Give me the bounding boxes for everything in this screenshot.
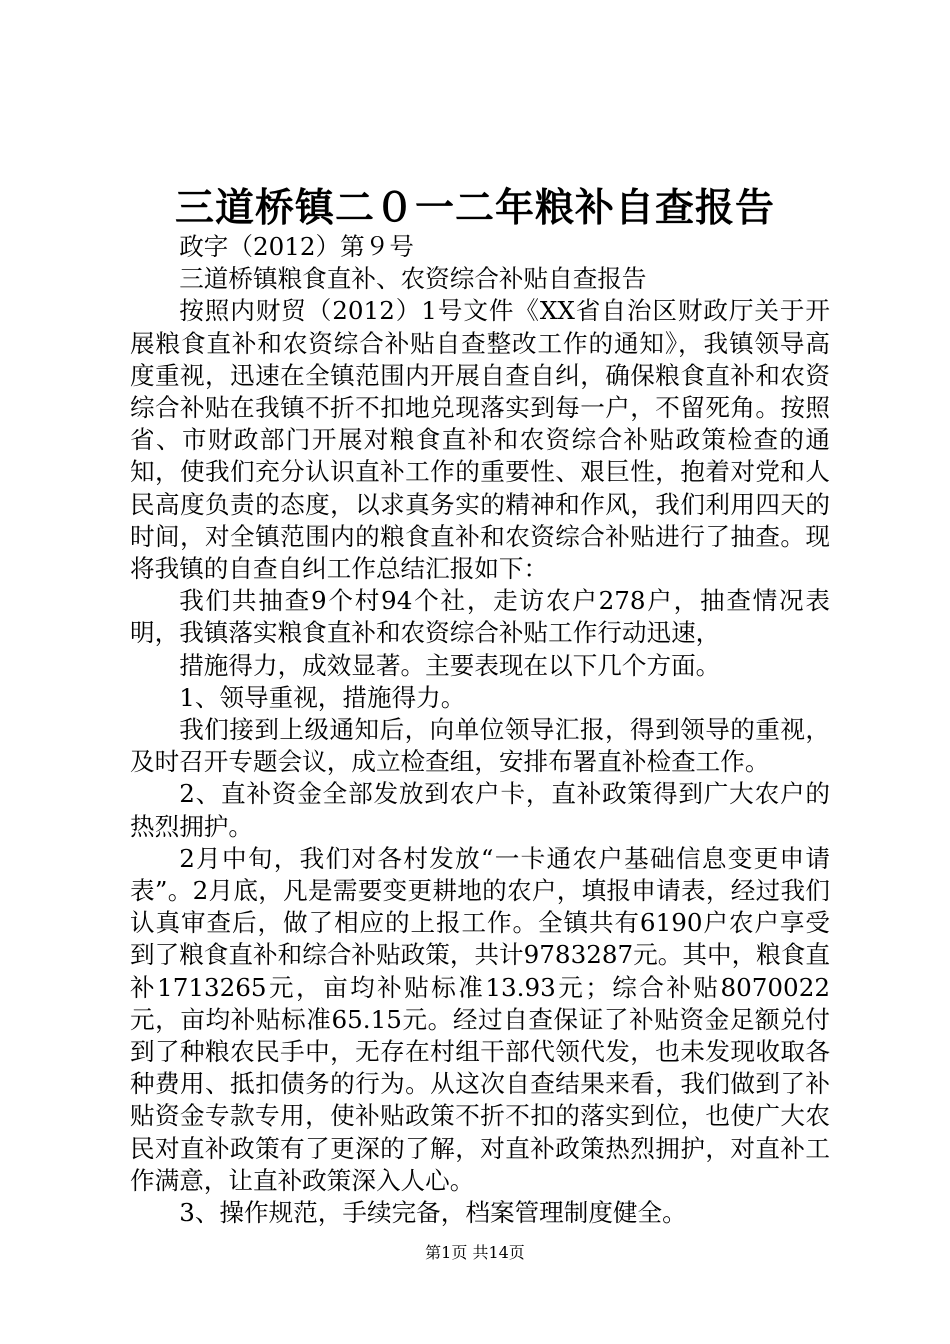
section-heading-2: 2、直补资金全部发放到农户卡，直补政策得到广大农户的热烈拥护。 [130,779,830,841]
paragraph-intro: 按照内财贸（2012）1号文件《XX省自治区财政厅关于开展粮食直补和农资综合补贴自查整改工作的通知》，我镇领导高度重视，迅速在全镇范围内开展自查自纠，确保粮食直补和农资综合补贴在我镇不折不扣地兑现落实到每一户，不留死角。按照省、市财政部门开展对粮食直补和农资综合补贴政策检查的通知，使我们充分认识直补工作的重要性、艰巨性，抱着对党和人民高度负责的态度，以求真务实的精神和作风，我们利用四天的时间，对全镇范围内的粮食直补和农资综合补贴进行了抽查。现将我镇的自查自纠工作总结汇报如下： [130,296,830,584]
doc-number: 政字（2012）第９号 [179,232,414,261]
paragraph-survey: 我们共抽查9个村94个社，走访农户278户，抽查情况表明，我镇落实粮食直补和农资综合补贴工作行动迅速， [130,586,830,648]
document-body [130,231,830,1229]
document-title: 三道桥镇二０一二年粮补自查报告 [174,185,775,231]
section-heading-3: 3、操作规范，手续完备，档案管理制度健全。 [179,1198,687,1228]
paragraph-survey-cont: 措施得力，成效显著。主要表现在以下几个方面。 [179,650,721,680]
section-heading-1: 1、领导重视，措施得力。 [179,682,466,712]
paragraph-section-1: 我们接到上级通知后，向单位领导汇报，得到领导的重视，及时召开专题会议，成立检查组，安排布署直补检查工作。 [130,715,830,777]
page-footer: 第1页 共14页 [425,1243,525,1262]
paragraph-section-2: 2月中旬，我们对各村发放“一卡通农户基础信息变更申请表”。2月底，凡是需要变更耕地的农户，填报申请表，经过我们认真审查后，做了相应的上报工作。全镇共有6190户农户享受到了粮食直补和综合补贴政策，共计9783287元。其中，粮食直补1713265元，亩均补贴标准13.93元；综合补贴8070022元，亩均补贴标准65.15元。经过自查保证了补贴资金足额兑付到了种粮农民手中，无存在村组干部代领代发，也未发现收取各种费用、抵扣债务的行为。从这次自查结果来看，我们做到了补贴资金专款专用，使补贴政策不折不扣的落实到位，也使广大农民对直补政策有了更深的了解，对直补政策热烈拥护，对直补工作满意，让直补政策深入人心。 [130,843,830,1195]
report-subtitle: 三道桥镇粮食直补、农资综合补贴自查报告 [179,264,647,294]
